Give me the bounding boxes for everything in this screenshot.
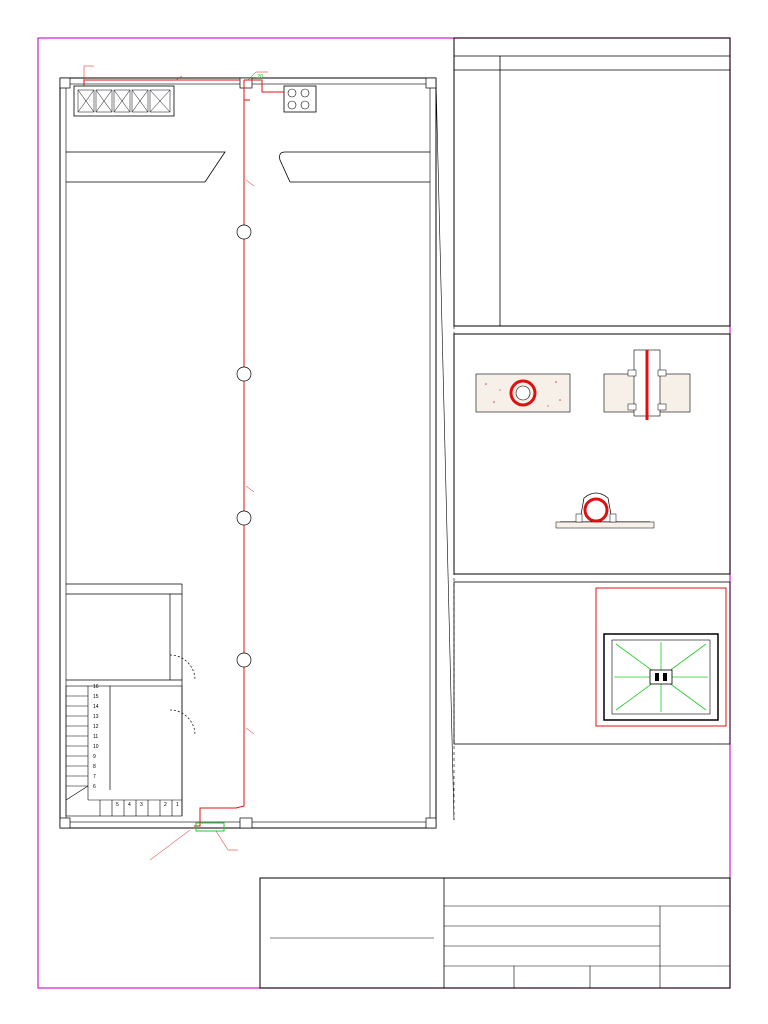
column [60,818,70,828]
svg-text:9: 9 [93,754,96,760]
column [60,78,70,88]
details-panel [454,334,730,574]
distances-diagram [604,634,718,720]
svg-text:7: 7 [93,774,96,780]
counter-left [66,152,225,182]
detail-2-drawing [604,350,690,420]
svg-text:11: 11 [93,734,99,740]
stairs [66,686,182,816]
svg-text:2: 2 [164,802,167,808]
svg-text:4: 4 [128,802,131,808]
svg-text:16: 16 [93,684,99,690]
svg-text:3: 3 [140,802,143,808]
gas-pipe-internal [84,80,284,826]
outer-frame [38,38,730,988]
detail-1-drawing [476,374,570,412]
column [240,818,252,828]
svg-text:8: 8 [93,764,96,770]
building-inner-wall [66,84,430,822]
svg-text:10: 10 [93,744,99,750]
counter-right [280,152,430,182]
svg-text:6: 6 [93,784,96,790]
kitchen-stove [74,86,174,116]
legend-table [454,38,730,326]
svg-text:13: 13 [93,714,99,720]
svg-text:12: 12 [93,724,99,730]
title-block [260,878,730,988]
column [426,818,436,828]
svg-text:1: 1 [176,802,179,808]
svg-text:15: 15 [93,694,99,700]
distances-panel [454,582,730,744]
floor-plan [0,0,454,860]
svg-text:14: 14 [93,704,99,710]
detail-3-drawing [556,493,654,528]
svg-text:5: 5 [116,802,119,808]
fryer [284,86,316,112]
column [426,78,436,88]
corridor-line [436,80,454,820]
bathrooms [66,584,195,816]
dim-label: .20 [256,74,263,80]
building-outline [60,78,436,828]
